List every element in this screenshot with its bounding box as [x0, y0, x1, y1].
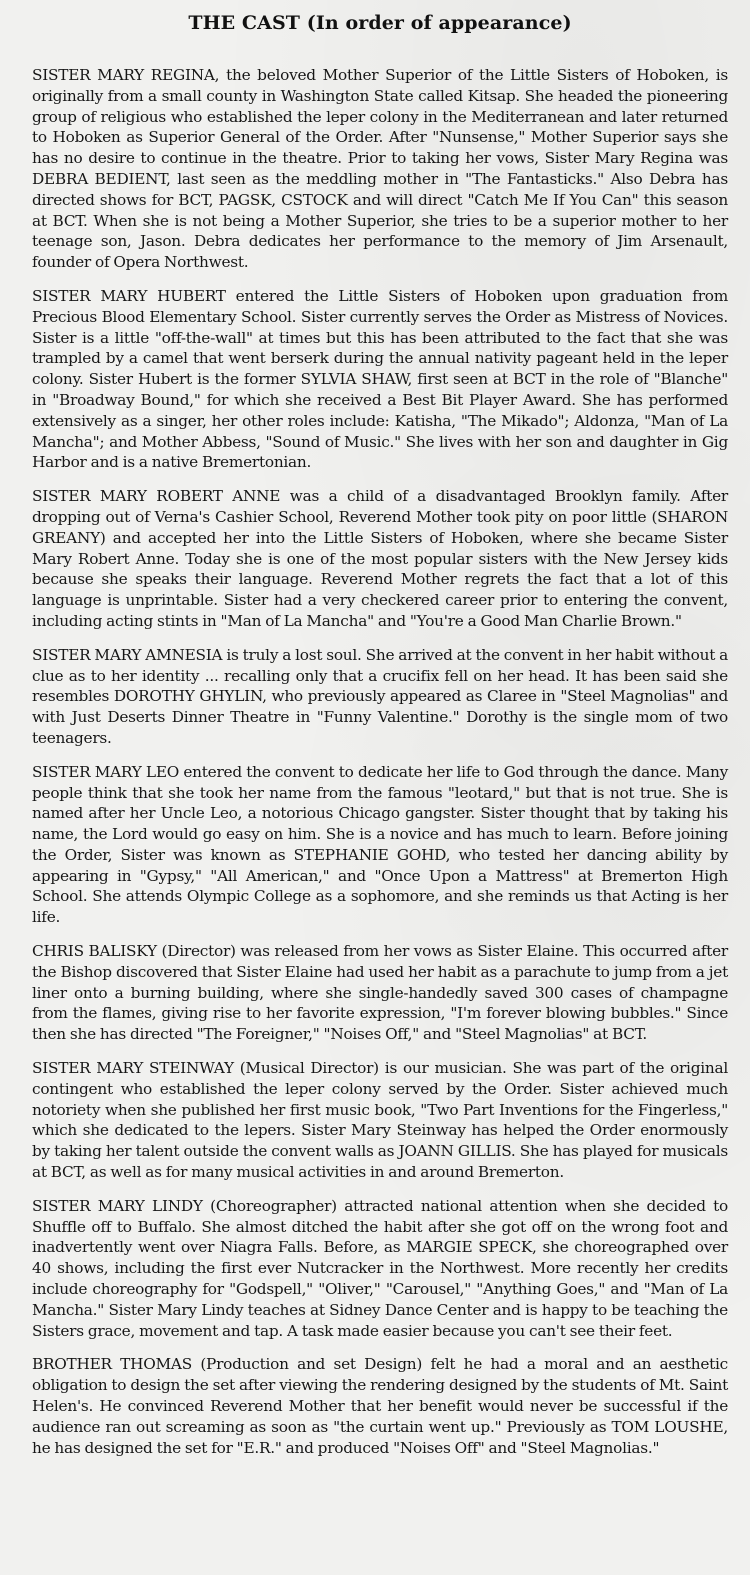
bio-sister-mary-steinway: SISTER MARY STEINWAY (Musical Director) is our musician. She was part of the original contingent who established the leper colony served by the Order. Sister achieved much notoriety when she published her first music book, "Two Part Inventions for the Fingerless," which she dedicated to the lepers. Sister Mary Steinway has helped the Order enormously by taking her talent outside the convent walls as JOANN GILLIS. She has played for musicals at BCT, as well as for many musical activities in and around Bremerton.	[32, 1059, 728, 1182]
bio-sister-mary-regina: SISTER MARY REGINA, the beloved Mother Superior of the Little Sisters of Hoboken, is originally from a small county in Washington State called Kitsap. She headed the pioneering group of religious who established the leper colony in the Mediterranean and later returned to Hoboken as Superior General of the Order. After "Nunsense," Mother Superior says she has no desire to continue in the theatre. Prior to taking her vows, Sister Mary Regina was DEBRA BEDIENT, last seen as the meddling mother in "The Fantasticks." Also Debra has directed shows for BCT, PAGSK, CSTOCK and will direct "Catch Me If You Can" this season at BCT. When she is not being a Mother Superior, she tries to be a superior mother to her teenage son, Jason. Debra dedicates her performance to the memory of Jim Arsenault, founder of Opera Northwest.	[32, 66, 728, 272]
bio-sister-mary-leo: SISTER MARY LEO entered the convent to dedicate her life to God through the dance. Many people think that she took her name from the famous "leotard," but that is not true. She is named after her Uncle Leo, a notorious Chicago gangster. Sister thought that by taking his name, the Lord would go easy on him. She is a novice and has much to learn. Before joining the Order, Sister was known as STEPHANIE GOHD, who tested her dancing ability by appearing in "Gypsy," "All American," and "Once Upon a Mattress" at Bremerton High School. She attends Olympic College as a sophomore, and she reminds us that Acting is her life.	[32, 762, 728, 927]
page-title: THE CAST (In order of appearance)	[188, 12, 572, 34]
bio-sister-mary-amnesia: SISTER MARY AMNESIA is truly a lost soul. She arrived at the convent in her habit without a clue as to her identity ... recalling only that a crucifix fell on her head. It has been said she resembles DOROTHY GHYLIN, who previously appeared as Claree in "Steel Magnolias" and with Just Deserts Dinner Theatre in "Funny Valentine." Dorothy is the single mom of two teenagers.	[32, 645, 728, 747]
bio-sister-mary-robert-anne: SISTER MARY ROBERT ANNE was a child of a disadvantaged Brooklyn family. After dropping out of Verna's Cashier School, Reverend Mother took pity on poor little (SHARON GREANY) and accepted her into the Little Sisters of Hoboken, where she became Sister Mary Robert Anne. Today she is one of the most popular sisters with the New Jersey kids because she speaks their language. Reverend Mother regrets the fact that a lot of this language is unprintable. Sister had a very checkered career prior to entering the convent, including acting stints in "Man of La Mancha" and "You're a Good Man Charlie Brown."	[32, 487, 728, 630]
bio-sister-mary-lindy: SISTER MARY LINDY (Choreographer) attracted national attention when she decided to Shuffle off to Buffalo. She almost ditched the habit after she got off on the wrong foot and inadvertently went over Niagra Falls. Before, as MARGIE SPECK, she choreographed over 40 shows, including the first ever Nutcracker in the Northwest. More recently her credits include choreography for "Godspell," "Oliver," "Carousel," "Anything Goes," and "Man of La Mancha." Sister Mary Lindy teaches at Sidney Dance Center and is happy to be teaching the Sisters grace, movement and tap. A task made easier because you can't see their feet.	[32, 1196, 728, 1340]
bio-brother-thomas: BROTHER THOMAS (Production and set Design) felt he had a moral and an aesthetic obligation to design the set after viewing the rendering designed by the students of Mt. Saint Helen's. He convinced Reverend Mother that her benefit would never be successful if the audience ran out screaming as soon as "the curtain went up." Previously as TOM LOUSHE, he has designed the set for "E.R." and produced "Noises Off" and "Steel Magnolias."	[32, 1355, 728, 1457]
bio-sister-mary-hubert: SISTER MARY HUBERT entered the Little Sisters of Hoboken upon graduation from Precious Blood Elementary School. Sister currently serves the Order as Mistress of Novices. Sister is a little "off-the-wall" at times but this has been attributed to the fact that she was trampled by a camel that went berserk during the annual nativity pageant held in the leper colony. Sister Hubert is the former SYLVIA SHAW, first seen at BCT in the role of "Blanche" in "Broadway Bound," for which she received a Best Bit Player Award. She has performed extensively as a singer, her other roles include: Katisha, "The Mikado"; Aldonza, "Man of La Mancha"; and Mother Abbess, "Sound of Music." She lives with her son and daughter in Gig Harbor and is a native Bremertonian.	[32, 286, 728, 472]
bio-chris-balisky: CHRIS BALISKY (Director) was released from her vows as Sister Elaine. This occurred after the Bishop discovered that Sister Elaine had used her habit as a parachute to jump from a jet liner onto a burning building, where she single-handedly saved 300 cases of champagne from the flames, giving rise to her favorite expression, "I'm forever blowing bubbles." Since then she has directed "The Foreigner," "Noises Off," and "Steel Magnolias" at BCT.	[32, 942, 728, 1044]
